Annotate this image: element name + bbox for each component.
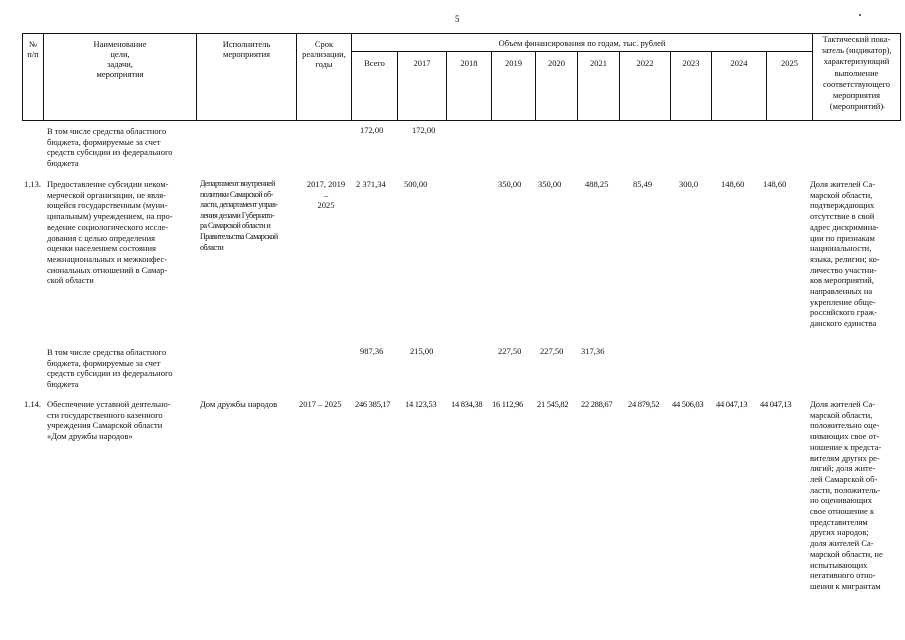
row-total: 987,36 — [360, 346, 384, 356]
header-period: Срок реализации, годы — [302, 39, 346, 69]
row-value-2020: 21 545,82 — [537, 399, 569, 409]
header-year: 2024 — [730, 58, 748, 68]
row-value-2023: 300,0 — [679, 179, 699, 189]
header-year: 2025 — [781, 58, 798, 68]
header-year: 2018 — [460, 58, 478, 68]
row-num: 1.14. — [24, 399, 41, 409]
row-value-2025: 44 047,13 — [760, 399, 792, 409]
header-indicator: Тактический пока- затель (индикатор), характеризующий выполнение соответствующего мероприятия (мероприятий) — [821, 34, 892, 112]
page-number: 5 — [455, 14, 460, 24]
row-indicator: Доля жителей Са- марской области, положительно оце- нивающих свое от- ношение к предста- вителям других ре- лигий; доля жите- лей Самарской об- ласти, положитель- но оценивающих свое отношение к представителям других народов; доля жителей Са- марской области, не испытывающих негативного отно- шения к мигрантам — [810, 399, 883, 591]
row-period: 2017 – 2025 — [299, 399, 342, 409]
header-year: 2021 — [590, 58, 607, 68]
row-value-2020: 350,00 — [538, 179, 562, 189]
row-total: 172,00 — [360, 125, 384, 135]
row-value-2022: 85,49 — [633, 179, 653, 189]
row-value-2017: 14 123,53 — [405, 399, 437, 409]
row-value-2021: 22 288,67 — [581, 399, 613, 409]
row-name: В том числе средства областного бюджета, формируемые за счет средств субсидии из федерального бюджета — [47, 126, 173, 169]
header-year: 2017 — [413, 58, 431, 68]
row-value-2025: 148,60 — [763, 179, 787, 189]
header-bottom-border — [22, 120, 901, 121]
row-executor: Дом дружбы народов — [200, 399, 278, 409]
row-value-2021: 317,36 — [581, 346, 605, 356]
row-value-2018: 14 834,38 — [451, 399, 483, 409]
row-value-2024: 44 047,13 — [716, 399, 748, 409]
header-top-border — [22, 33, 901, 34]
corner-dot — [859, 14, 861, 16]
row-value-2017: 500,00 — [404, 179, 428, 189]
table-header — [22, 33, 901, 121]
row-name: Обеспечение уставной деятельно- сти государственного казенного учреждения Самарской области «Дом дружбы народов» — [47, 399, 171, 442]
header-financing: Объем финансирования по годам, тыс. рублей — [498, 38, 666, 48]
row-name: В том числе средства областного бюджета, формируемые за счет средств субсидии из федерального бюджета — [47, 347, 173, 390]
row-value-2019: 227,50 — [498, 346, 522, 356]
row-indicator: Доля жителей Са- марской области, подтверждающих отсутствие в свой адрес дискримина- ции по признакам национальности, языка, религии; ко- личество участни- ков мероприятий, направленных на укрепление обще- российского граж- данского единства — [810, 179, 880, 329]
row-value-2023: 44 506,03 — [672, 399, 704, 409]
row-num: 1.13. — [24, 179, 41, 189]
row-total: 2 371,34 — [356, 179, 386, 189]
header-total: Всего — [364, 58, 385, 68]
row-value-2017: 172,00 — [412, 125, 436, 135]
header-year: 2020 — [548, 58, 565, 68]
row-value-2024: 148,60 — [721, 179, 745, 189]
row-name: Предоставление субсидии неком- мерческой организации, не явля- ющейся государственным (муни- ципальным) учреждением, на про- ведение социологического иссле- дования с целью определения оценки населением состояния межнациональных и межконфес- сиональных отношений в Самар- ской области — [47, 179, 173, 286]
row-value-2019: 16 112,96 — [492, 399, 523, 409]
row-executor: Департамент внутренней политики Самарской об- ласти, департамент управ- ления делами Губернато- ра Самарской области и Правительства Самарской области — [200, 179, 278, 252]
header-year: 2022 — [636, 58, 654, 68]
row-total: 246 385,17 — [355, 399, 391, 409]
row-value-2022: 24 879,52 — [628, 399, 660, 409]
row-period: 2017, 2019 – 2025 — [306, 179, 346, 211]
row-value-2021: 488,25 — [585, 179, 609, 189]
header-year: 2019 — [505, 58, 522, 68]
side-mark: · — [882, 100, 886, 114]
header-executor: Исполнитель мероприятия — [222, 39, 271, 59]
row-value-2020: 227,50 — [540, 346, 564, 356]
row-value-2017: 215,00 — [410, 346, 434, 356]
header-name: Наименование цели, задачи, мероприятия — [93, 39, 147, 79]
header-subdivider — [351, 51, 812, 52]
header-year: 2023 — [682, 58, 700, 68]
header-vline — [900, 33, 901, 121]
header-num: № п/п — [27, 39, 39, 59]
row-value-2019: 350,00 — [498, 179, 522, 189]
